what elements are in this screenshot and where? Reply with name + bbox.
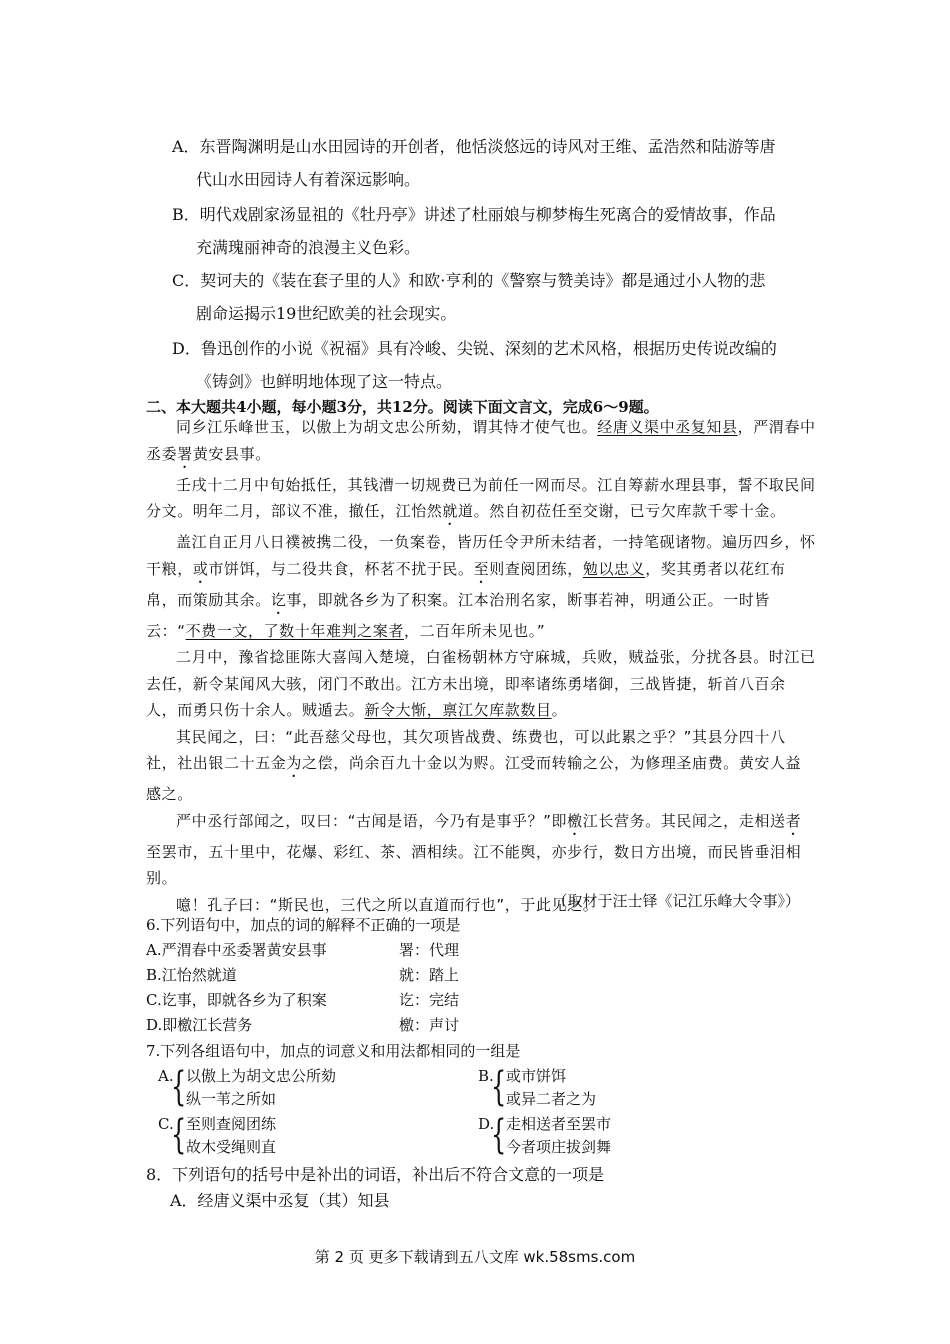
passage-text: 道。然自初莅任至交谢，已亏欠库款千零十金。 xyxy=(458,502,786,520)
option-label: C. xyxy=(158,1115,174,1133)
option-line1: 以傲上为胡文忠公所劾 xyxy=(186,1067,337,1085)
passage-text: 则查阅团练， xyxy=(489,559,583,578)
question-7-option-c xyxy=(158,1113,438,1161)
option-a-line1: A．东晋陶渊明是山水田园诗的开创者，他恬淡悠远的诗风对王维、孟浩然和陆游等唐 xyxy=(172,137,776,156)
question-8-stem: 8．下列语句的括号中是补出的词语，补出后不符合文意的一项是 xyxy=(146,1165,605,1184)
question-6-stem: 6.下列语句中，加点的词的解释不正确的一项是 xyxy=(146,916,461,934)
passage-text: ，奖其勇者以花红布帛，而策励其余。 xyxy=(146,559,786,609)
underlined-sentence: 不费一文，了数十年难判之案者 xyxy=(185,621,404,640)
passage-text: 黄安县事。 xyxy=(192,444,271,463)
option-label: D. xyxy=(478,1115,495,1133)
underlined-sentence: 新令大惭，禀江欠库款数目 xyxy=(364,701,552,719)
option-a xyxy=(172,130,812,196)
passage-text: ，二百年所未见也。” xyxy=(403,621,546,640)
option-explanation: 檄：声讨 xyxy=(399,1016,460,1034)
question-8-option-a: A．经唐义渠中丞复（其）知县 xyxy=(170,1191,390,1210)
passage-text: 至罢市，五十里中，花爆、彩红、茶、酒相续。江不能舆，亦步行，数日方出境，而民皆垂泪相别。 xyxy=(146,842,802,887)
option-text: D.即檄江长营务 xyxy=(146,1016,253,1034)
option-label: A. xyxy=(158,1067,174,1085)
brace-icon: { xyxy=(491,1064,507,1110)
passage-paragraph xyxy=(146,724,816,808)
underlined-sentence: 经唐义渠中丞复知县 xyxy=(597,418,738,436)
passage-text: ，严渭春中丞委 xyxy=(146,418,816,463)
option-text: A.严渭春中丞委署黄安县事 xyxy=(146,941,327,959)
option-lines xyxy=(506,1065,596,1111)
option-lines xyxy=(186,1065,336,1111)
option-d-line1: D．鲁迅创作的小说《祝福》具有冷峻、尖锐、深刻的艺术风格，根据历史传说改编的 xyxy=(172,339,777,358)
passage-paragraph xyxy=(146,414,816,472)
question-6-option-b xyxy=(146,964,460,986)
question-7-stem: 7.下列各组语句中，加点的词意义和用法都相同的一组是 xyxy=(146,1042,521,1060)
option-line2: 或异二者之为 xyxy=(506,1090,597,1108)
passage-paragraph xyxy=(146,529,816,644)
option-text: C.讫事，即就各乡为了积案 xyxy=(146,991,327,1009)
option-line2: 故木受绳则直 xyxy=(186,1138,277,1156)
dotted-word: 檄 xyxy=(567,811,583,830)
option-c-line1: C．契诃夫的《装在套子里的人》和欧·亨利的《警察与赞美诗》都是通过小人物的悲 xyxy=(172,271,766,290)
option-lines xyxy=(186,1113,276,1159)
question-7-option-b xyxy=(478,1065,758,1113)
option-a-line2: 代山水田园诗人有着深远影响。 xyxy=(196,170,421,189)
dotted-word: 至 xyxy=(473,559,490,578)
question-6-option-d xyxy=(146,1014,460,1036)
passage-text: 江长营务。其民闻之，走相送 xyxy=(582,811,786,830)
passage-text: 噫！孔子曰：“斯民也，三代之所以直道而行也”，于此见之。 xyxy=(176,895,599,914)
passage-text: 同乡江乐峰世玉，以傲上为胡文忠公所劾，谓其恃才使气也。 xyxy=(176,418,598,436)
dotted-word: 者 xyxy=(785,811,802,830)
option-line1: 走相送者至罢市 xyxy=(506,1115,612,1133)
option-explanation: 讫：完结 xyxy=(399,991,460,1009)
option-line1: 至则查阅团练 xyxy=(186,1115,277,1133)
option-b-line2: 充满瑰丽神奇的浪漫主义色彩。 xyxy=(196,238,421,257)
passage-text: 事，即就各乡为了积案。江本治刑名家，断事若神，明通公正。一时皆云：“ xyxy=(146,590,771,640)
option-line2: 纵一苇之所如 xyxy=(186,1090,277,1108)
option-b xyxy=(172,198,812,264)
question-6-option-c xyxy=(146,989,460,1011)
section-heading: 二、本大题共4小题，每小题3分，共12分。阅读下面文言文，完成6～9题。 xyxy=(146,398,659,416)
brace-icon: { xyxy=(171,1112,187,1158)
passage-text: 其民闻之，曰：“此吾慈父母也，其欠项皆战费、练费也，可以此累之乎？”其县分四十八社，社出银二十五金 xyxy=(146,727,786,772)
brace-icon: { xyxy=(491,1112,507,1158)
question-7-option-d xyxy=(478,1113,758,1161)
passage-text: 盖江自正月八日襆被携二役，一负案卷，皆历任令尹所未结者，一持笔砚诸物。遍历四乡，怀干粮， xyxy=(146,533,816,578)
option-d-line2: 《铸剑》也鲜明地体现了这一特点。 xyxy=(196,372,453,391)
brace-icon: { xyxy=(171,1064,187,1110)
dotted-word: 讫 xyxy=(270,590,287,609)
option-explanation: 就：踏上 xyxy=(399,966,460,984)
option-c-line2: 剧命运揭示19世纪欧美的社会现实。 xyxy=(196,304,457,323)
dotted-word: 署 xyxy=(177,444,193,463)
option-explanation: 署：代理 xyxy=(399,941,460,959)
option-lines xyxy=(506,1113,611,1159)
passage-paragraph xyxy=(146,808,816,892)
dotted-word: 为 xyxy=(286,754,303,772)
option-d xyxy=(172,332,812,398)
underlined-sentence: 勉以忠义 xyxy=(582,559,646,578)
question-7-option-a xyxy=(158,1065,438,1113)
dotted-word: 或 xyxy=(192,559,209,578)
passage-text: 之偿，尚余百九十金以为赆。江受而转输之公，为修理圣庙费。黄安人益感之。 xyxy=(146,754,802,803)
page-footer: 第 2 页 更多下载请到五八文库 wk.58sms.com xyxy=(314,1248,636,1266)
option-label: B. xyxy=(478,1067,494,1085)
passage-text: 二月中，豫省捻匪陈大喜闯入楚境，白雀杨朝林方守麻城，兵败，贼益张，分扰各县。时江已去任，新令某闻风大骇，闭门不敢出。江方未出境，即率诸练勇堵御，三战皆捷，斩首八百余人，而勇只伤十余人。贼遁去。 xyxy=(146,648,816,719)
dotted-word: 就 xyxy=(442,502,459,520)
classical-passage xyxy=(146,414,816,918)
option-text: B.江怡然就道 xyxy=(146,966,237,984)
passage-text: 壬戌十二月中旬始抵任，其钱漕一切规费已为前任一网而尽。江自筹薪水理县事，誓不取民间分文。明年二月，部议不准，撤任，江怡然 xyxy=(146,475,816,520)
passage-text: 。 xyxy=(551,701,568,719)
passage-text: 严中丞行部闻之，叹曰：“古闻是语，今乃有是事乎？”即 xyxy=(176,811,568,830)
passage-source: （取材于汪士铎《记江乐峰大令事》） xyxy=(552,892,800,910)
passage-paragraph xyxy=(146,472,816,530)
option-line2: 今者项庄拔剑舞 xyxy=(506,1138,612,1156)
option-b-line1: B．明代戏剧家汤显祖的《牡丹亭》讲述了杜丽娘与柳梦梅生死离合的爱情故事，作品 xyxy=(172,205,776,224)
option-line1: 或市饼饵 xyxy=(506,1067,567,1085)
question-6-option-a xyxy=(146,939,460,961)
passage-paragraph xyxy=(146,644,816,724)
passage-text: 市饼饵，与二役共食，杯茗不扰于民。 xyxy=(208,559,474,578)
option-c xyxy=(172,264,812,330)
